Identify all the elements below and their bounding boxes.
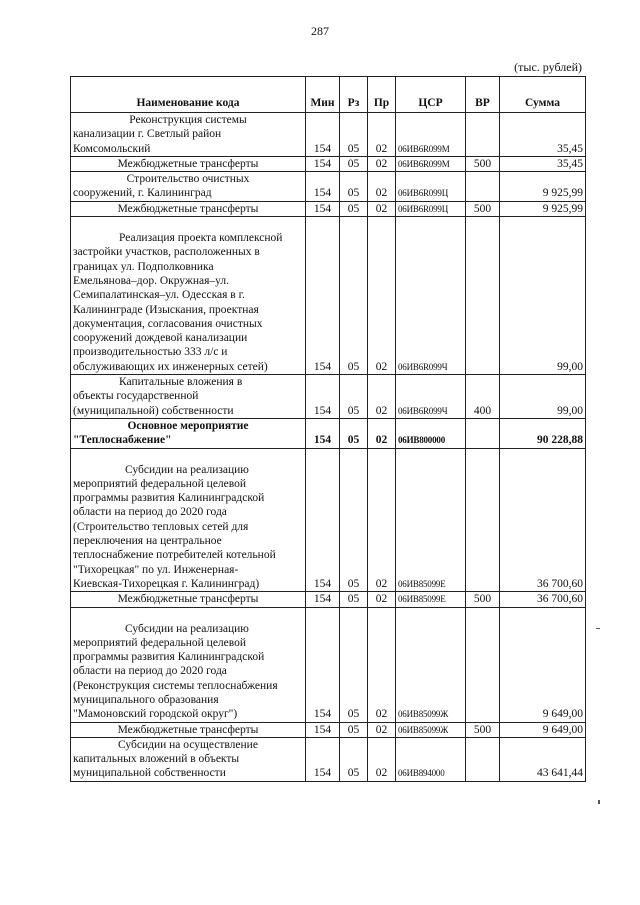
cell-pr: 02 (368, 201, 396, 216)
cell-pr: 02 (368, 418, 396, 448)
cell-min: 154 (306, 201, 340, 216)
row-name: Межбюджетные трансферты (71, 592, 306, 607)
table-row (71, 722, 586, 737)
row-name: Реализация проекта комплексной застройки участков, расположенных в границах ул. Подполковника Емельянова–дор. Окружная–ул. Семипалатинская–ул. Одесская в г. Калининграде (Изыскания, проектная документация, согласования очистных сооружений дождевой канализации производительностью 333 л/с и обслуживающих их инженерных сетей) (71, 217, 306, 375)
cell-vr (466, 448, 500, 592)
cell-min: 154 (306, 375, 340, 419)
cell-min: 154 (306, 172, 340, 202)
cell-pr: 02 (368, 722, 396, 737)
scan-mark (598, 800, 600, 804)
cell-vr (466, 172, 500, 202)
cell-pr: 02 (368, 156, 396, 171)
cell-vr: 500 (466, 156, 500, 171)
cell-sum: 35,45 (500, 156, 586, 171)
header-name: Наименование кода (71, 77, 306, 113)
header-min: Мин (306, 77, 340, 113)
cell-sum: 90 228,88 (500, 418, 586, 448)
row-name: Субсидии на реализацию мероприятий федеральной целевой программы развития Калининградской области на период до 2020 года (Строительство тепловых сетей для переключения на центральное теплоснабжение потребителей котельной "Тихорецкая" по ул. Инженерная- Киевская-Тихорецкая г. Калининград) (71, 448, 306, 592)
cell-csr: 06ИВ894000 (396, 737, 466, 781)
table-row (71, 217, 586, 375)
cell-rz: 05 (340, 722, 368, 737)
table-row (71, 418, 586, 448)
row-name: Основное мероприятие "Теплоснабжение" (71, 418, 306, 448)
cell-sum: 43 641,44 (500, 737, 586, 781)
row-name: Межбюджетные трансферты (71, 722, 306, 737)
cell-sum: 9 649,00 (500, 722, 586, 737)
cell-pr: 02 (368, 448, 396, 592)
table-row (71, 607, 586, 722)
cell-sum: 99,00 (500, 217, 586, 375)
cell-vr (466, 737, 500, 781)
scan-mark (596, 628, 600, 629)
budget-table (70, 76, 586, 782)
cell-sum: 36 700,60 (500, 448, 586, 592)
cell-min: 154 (306, 156, 340, 171)
cell-sum: 9 925,99 (500, 201, 586, 216)
cell-rz: 05 (340, 156, 368, 171)
row-name: Строительство очистных сооружений, г. Калининград (71, 172, 306, 202)
cell-min: 154 (306, 737, 340, 781)
cell-min: 154 (306, 722, 340, 737)
cell-vr (466, 217, 500, 375)
table-header-row (71, 77, 586, 113)
header-vr: ВР (466, 77, 500, 113)
cell-sum: 99,00 (500, 375, 586, 419)
cell-rz: 05 (340, 217, 368, 375)
cell-min: 154 (306, 448, 340, 592)
cell-min: 154 (306, 607, 340, 722)
row-name: Субсидии на реализацию мероприятий федеральной целевой программы развития Калининградской области на период до 2020 года (Реконструкция системы теплоснабжения муниципального образования "Мамоновский городской округ") (71, 607, 306, 722)
cell-rz: 05 (340, 592, 368, 607)
cell-rz: 05 (340, 607, 368, 722)
cell-vr (466, 607, 500, 722)
table-row (71, 375, 586, 419)
cell-pr: 02 (368, 592, 396, 607)
table-row (71, 113, 586, 157)
row-name: Межбюджетные трансферты (71, 156, 306, 171)
cell-rz: 05 (340, 448, 368, 592)
table-row (71, 592, 586, 607)
cell-rz: 05 (340, 375, 368, 419)
header-sum: Сумма (500, 77, 586, 113)
cell-rz: 05 (340, 113, 368, 157)
cell-rz: 05 (340, 418, 368, 448)
units-label: (тыс. рублей) (514, 60, 582, 74)
cell-csr: 06ИВ6R099Ч (396, 375, 466, 419)
cell-pr: 02 (368, 607, 396, 722)
cell-csr: 06ИВ85099Е (396, 592, 466, 607)
cell-csr: 06ИВ85099Е (396, 448, 466, 592)
cell-csr: 06ИВ800000 (396, 418, 466, 448)
cell-rz: 05 (340, 201, 368, 216)
table-row (71, 448, 586, 592)
cell-csr: 06ИВ6R099М (396, 113, 466, 157)
cell-vr: 500 (466, 722, 500, 737)
cell-vr (466, 113, 500, 157)
header-csr: ЦСР (396, 77, 466, 113)
cell-sum: 35,45 (500, 113, 586, 157)
table-row (71, 156, 586, 171)
cell-vr: 500 (466, 592, 500, 607)
table-row (71, 201, 586, 216)
cell-csr: 06ИВ6R099Ч (396, 217, 466, 375)
header-pr: Пр (368, 77, 396, 113)
cell-vr: 500 (466, 201, 500, 216)
row-name: Субсидии на осуществление капитальных вложений в объекты муниципальной собственности (71, 737, 306, 781)
table-row (71, 737, 586, 781)
page-number: 287 (311, 24, 329, 38)
cell-min: 154 (306, 418, 340, 448)
cell-sum: 9 925,99 (500, 172, 586, 202)
row-name: Реконструкция системы канализации г. Светлый район Комсомольский (71, 113, 306, 157)
cell-min: 154 (306, 217, 340, 375)
cell-csr: 06ИВ6R099Ц (396, 201, 466, 216)
cell-sum: 36 700,60 (500, 592, 586, 607)
cell-min: 154 (306, 113, 340, 157)
cell-csr: 06ИВ85099Ж (396, 722, 466, 737)
cell-pr: 02 (368, 375, 396, 419)
header-rz: Рз (340, 77, 368, 113)
table-row (71, 172, 586, 202)
row-name: Межбюджетные трансферты (71, 201, 306, 216)
cell-pr: 02 (368, 113, 396, 157)
cell-csr: 06ИВ6R099М (396, 156, 466, 171)
cell-min: 154 (306, 592, 340, 607)
cell-csr: 06ИВ85099Ж (396, 607, 466, 722)
cell-pr: 02 (368, 737, 396, 781)
cell-rz: 05 (340, 172, 368, 202)
cell-sum: 9 649,00 (500, 607, 586, 722)
cell-vr (466, 418, 500, 448)
cell-pr: 02 (368, 217, 396, 375)
cell-rz: 05 (340, 737, 368, 781)
row-name: Капитальные вложения в объекты государственной (муниципальной) собственности (71, 375, 306, 419)
cell-pr: 02 (368, 172, 396, 202)
cell-csr: 06ИВ6R099Ц (396, 172, 466, 202)
cell-vr: 400 (466, 375, 500, 419)
